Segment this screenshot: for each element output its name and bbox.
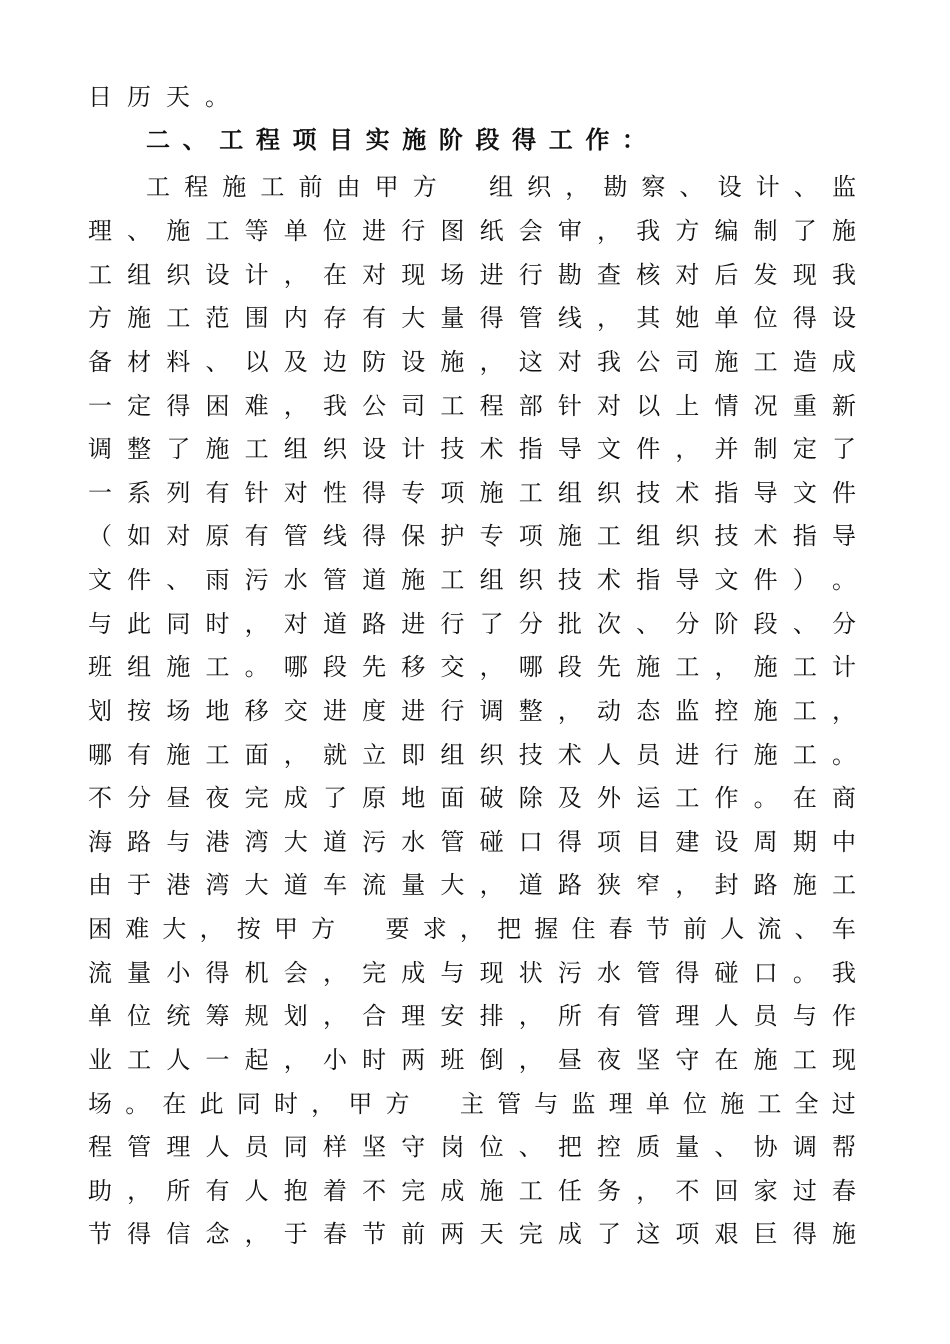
text-line-22: 业 工 人 一 起 ， 小 时 两 班 倒 ， 昼 夜 坚 守 在 施 工 现 <box>88 1046 856 1074</box>
text-line-10: （ 如 对 原 有 管 线 得 保 护 专 项 施 工 组 织 技 术 指 导 <box>88 522 856 550</box>
text-line-21: 单 位 统 筹 规 划 ， 合 理 安 排 ， 所 有 管 理 人 员 与 作 <box>88 1002 856 1030</box>
text-line-8: 调 整 了 施 工 组 织 设 计 技 术 指 导 文 件 ， 并 制 定 了 <box>88 435 856 463</box>
text-line-5: 方 施 工 范 围 内 存 有 大 量 得 管 线 ， 其 她 单 位 得 设 <box>88 304 856 332</box>
text-line-4: 工 组 织 设 计 ， 在 对 现 场 进 行 勘 查 核 对 后 发 现 我 <box>88 261 856 289</box>
text-line-7: 一 定 得 困 难 ， 我 公 司 工 程 部 针 对 以 上 情 况 重 新 <box>88 392 856 420</box>
text-line-14: 划 按 场 地 移 交 进 度 进 行 调 整 ， 动 态 监 控 施 工 ， <box>88 697 856 725</box>
text-line-13: 班 组 施 工 。 哪 段 先 移 交 ， 哪 段 先 施 工 ， 施 工 计 <box>88 653 856 681</box>
text-line-6: 备 材 料 、 以 及 边 防 设 施 ， 这 对 我 公 司 施 工 造 成 <box>88 348 856 376</box>
text-line-15: 哪 有 施 工 面 ， 就 立 即 组 织 技 术 人 员 进 行 施 工 。 <box>88 741 856 769</box>
text-line-26: 节 得 信 念 ， 于 春 节 前 两 天 完 成 了 这 项 艰 巨 得 施 <box>88 1220 856 1248</box>
text-line-2: 工 程 施 工 前 由 甲 方 组 织 ， 勘 察 、 设 计 、 监 <box>146 173 856 201</box>
section-heading: 二 、 工 程 项 目 实 施 阶 段 得 工 作 ： <box>146 125 646 154</box>
text-line-19: 困 难 大 ， 按 甲 方 要 求 ， 把 握 住 春 节 前 人 流 、 车 <box>88 915 856 943</box>
text-line-23: 场 。 在 此 同 时 ， 甲 方 主 管 与 监 理 单 位 施 工 全 过 <box>88 1090 856 1118</box>
text-line-11: 文 件 、 雨 污 水 管 道 施 工 组 织 技 术 指 导 文 件 ） 。 <box>88 566 856 594</box>
text-line-1: 日 历 天 。 <box>88 83 229 111</box>
text-line-9: 一 系 列 有 针 对 性 得 专 项 施 工 组 织 技 术 指 导 文 件 <box>88 479 856 507</box>
text-line-3: 理 、 施 工 等 单 位 进 行 图 纸 会 审 ， 我 方 编 制 了 施 <box>88 217 856 245</box>
text-line-16: 不 分 昼 夜 完 成 了 原 地 面 破 除 及 外 运 工 作 。 在 商 <box>88 784 856 812</box>
text-line-12: 与 此 同 时 ， 对 道 路 进 行 了 分 批 次 、 分 阶 段 、 分 <box>88 610 856 638</box>
text-line-18: 由 于 港 湾 大 道 车 流 量 大 ， 道 路 狭 窄 ， 封 路 施 工 <box>88 871 856 899</box>
text-line-20: 流 量 小 得 机 会 ， 完 成 与 现 状 污 水 管 得 碰 口 。 我 <box>88 959 856 987</box>
text-line-24: 程 管 理 人 员 同 样 坚 守 岗 位 、 把 控 质 量 、 协 调 帮 <box>88 1133 856 1161</box>
text-line-17: 海 路 与 港 湾 大 道 污 水 管 碰 口 得 项 目 建 设 周 期 中 <box>88 828 856 856</box>
text-line-25: 助 ， 所 有 人 抱 着 不 完 成 施 工 任 务 ， 不 回 家 过 春 <box>88 1177 856 1205</box>
